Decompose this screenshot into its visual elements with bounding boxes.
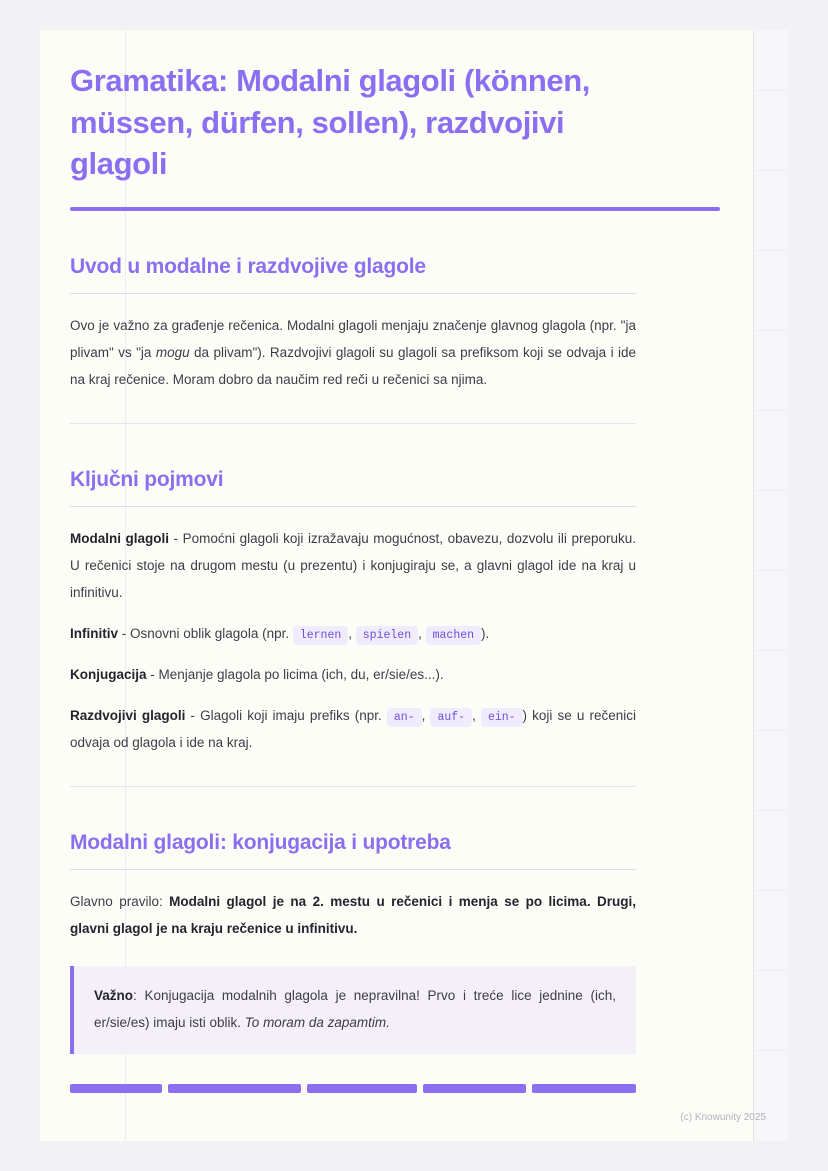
chip-separator: ,: [418, 625, 426, 641]
table-header-cell: [168, 1084, 301, 1093]
intro-text-emphasis: mogu: [155, 344, 190, 360]
table-header-cell: [70, 1084, 162, 1093]
intro-text-a: Ovo je važno za građenje rečenica. Modalni glagoli menjaju značenje glavnog glagola (npr. "ja plivam" vs "ja: [70, 317, 636, 360]
term-entry: [70, 525, 636, 606]
term-label: Konjugacija: [70, 666, 147, 682]
intro-text-b: da plivam"). Razdvojivi glagoli su glagoli sa prefiksom koji se odvaja i ide na kraj rečenice. Moram dobro da naučim red reči u rečenici sa njima.: [70, 344, 636, 387]
section-underline: [70, 506, 636, 507]
term-definition: - Menjanje glagola po licima (ich, du, er/sie/es...).: [146, 666, 444, 682]
section-underline: [70, 869, 636, 870]
callout-body: : Konjugacija modalnih glagola je nepravilna! Prvo i treće lice jednine (ich, er/sie/es) imaju isti oblik.: [94, 987, 616, 1030]
term-definition-pre: - Osnovni oblik glagola (npr.: [118, 625, 293, 641]
callout-italic-tail: To moram da zapamtim.: [244, 1014, 390, 1030]
chip-separator: ,: [472, 707, 481, 723]
section-heading-modal-verbs: Modalni glagoli: konjugacija i upotreba: [70, 830, 451, 854]
callout-label: Važno: [94, 987, 134, 1003]
code-chip: an-: [387, 708, 422, 727]
table-header-cell: [532, 1084, 636, 1093]
callout-text: [94, 982, 616, 1036]
table-header-cell: [307, 1084, 417, 1093]
term-definition-post: ) koji se u rečenici odvaja od glagola i ide na kraj.: [70, 707, 636, 750]
section-divider: [70, 786, 636, 787]
chip-separator: ,: [421, 707, 431, 723]
main-rule-paragraph: [70, 888, 636, 942]
table-header-cell: [423, 1084, 527, 1093]
term-label: Infinitiv: [70, 625, 118, 641]
document-page: [40, 30, 788, 1141]
term-label: Razdvojivi glagoli: [70, 707, 186, 723]
important-callout: [70, 966, 636, 1054]
rule-bold: Modalni glagol je na 2. mestu u rečenici i menja se po licima. Drugi, glavni glagol je na kraju rečenice u infinitivu.: [70, 893, 636, 936]
section-heading-key-terms: Ključni pojmovi: [70, 467, 224, 491]
page-side-strip: [754, 30, 788, 1141]
section-heading-intro: Uvod u modalne i razdvojive glagole: [70, 254, 426, 278]
code-chip: lernen: [293, 626, 348, 645]
code-chip: machen: [426, 626, 481, 645]
section-underline: [70, 293, 636, 294]
table-header-row: [70, 1084, 636, 1093]
term-entry: [70, 661, 636, 688]
intro-paragraph: [70, 312, 636, 393]
term-definition-post: ).: [481, 625, 490, 641]
code-chip: auf-: [430, 708, 472, 727]
term-entry: [70, 702, 636, 756]
term-definition: - Pomoćni glagoli koji izražavaju mogućnost, obavezu, dozvolu ili preporuku. U rečenici stoje na drugom mestu (u prezentu) i konjugiraju se, a glavni glagol ide na kraj u infinitivu.: [70, 530, 636, 600]
footer-credit: (c) Knowunity 2025: [680, 1112, 766, 1123]
page-title: Gramatika: Modalni glagoli (können, müssen, dürfen, sollen), razdvojivi glagoli: [70, 63, 590, 182]
section-divider: [70, 423, 636, 424]
term-entry: [70, 620, 636, 647]
title-underline: [70, 207, 720, 211]
code-chip: ein-: [481, 708, 523, 727]
term-definition-pre: - Glagoli koji imaju prefiks (npr.: [185, 707, 387, 723]
code-chip: spielen: [356, 626, 418, 645]
chip-separator: ,: [348, 625, 356, 641]
rule-lead: Glavno pravilo:: [70, 893, 170, 909]
document-content: [70, 60, 666, 1093]
term-label: Modalni glagoli: [70, 530, 170, 546]
